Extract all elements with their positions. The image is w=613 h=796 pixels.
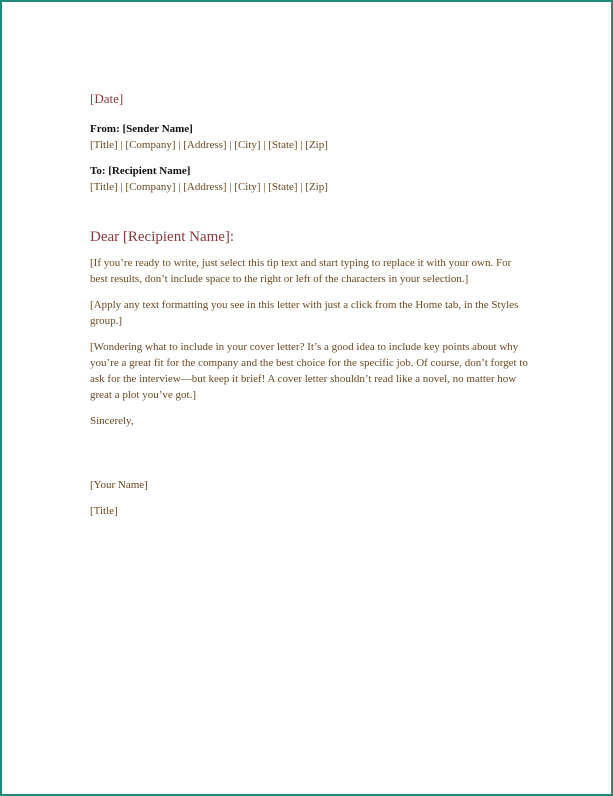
recipient-name[interactable]: To: [Recipient Name] (90, 165, 191, 177)
body-paragraph[interactable]: [Wondering what to include in your cover letter? It’s a good idea to include key points about why you’re a great fit for the company and the best choice for the specific job. Of course, don’t forget to ask for the interview—but keep it brief! A cover letter shouldn’t read like a novel, no matter how great a plot you’ve got.] (90, 341, 528, 401)
body-paragraph[interactable]: [If you’re ready to write, just select this tip text and start typing to replace it with your own. For best results, don’t include space to the right or left of the characters in your selection.] (90, 257, 512, 285)
recipient-block (90, 163, 530, 195)
sender-name[interactable]: From: [Sender Name] (90, 123, 193, 135)
cover-letter (90, 90, 530, 519)
signer-title[interactable]: [Title] (90, 505, 118, 517)
recipient-address[interactable]: [Title] | [Company] | [Address] | [City] | [State] | [Zip] (90, 181, 328, 193)
body-paragraph[interactable]: [Apply any text formatting you see in this letter with just a click from the Home tab, in the Styles group.] (90, 299, 519, 327)
letter-date[interactable]: [Date] (90, 91, 124, 106)
salutation[interactable]: Dear [Recipient Name]: (90, 229, 235, 245)
closing[interactable]: Sincerely, (90, 415, 134, 427)
signer-name[interactable]: [Your Name] (90, 479, 148, 491)
sender-block (90, 121, 530, 153)
sender-address[interactable]: [Title] | [Company] | [Address] | [City] | [State] | [Zip] (90, 139, 328, 151)
